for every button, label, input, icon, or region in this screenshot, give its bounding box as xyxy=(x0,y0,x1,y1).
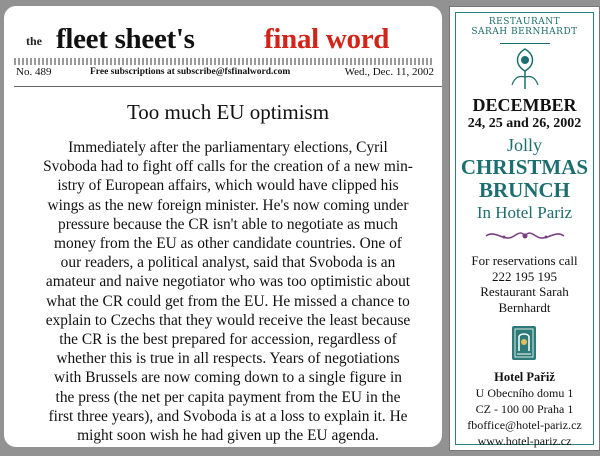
article-line: istry of European affairs, which would have clipped his xyxy=(57,177,399,195)
article-line: amateur and naive negotiator who was too optimistic about xyxy=(45,273,411,291)
article-line: might soon wish he had given up the EU agenda. xyxy=(77,427,379,445)
article-line: wings as the new foreign minister. He's now coming under xyxy=(47,196,409,214)
article-line: what the CR could get from the EU. He missed a chance to xyxy=(46,292,410,310)
subscription-link[interactable]: Free subscriptions at subscribe@fsfinalword.com xyxy=(90,67,291,77)
masthead-speed-lines xyxy=(14,58,432,65)
issue-info-row xyxy=(14,66,434,82)
reservations-label: For reservations call xyxy=(471,253,578,268)
masthead-title-red: final word xyxy=(264,23,390,55)
reservations-block xyxy=(456,253,593,315)
hotel-contact xyxy=(456,369,593,449)
article-line: with Brussels are now coming down to a single figure in xyxy=(54,369,402,387)
article-line: pressure because the CR isn't able to negotiate as much xyxy=(58,215,398,233)
article-line: explain to Czechs that they would receive the least because xyxy=(45,311,411,329)
issue-number: No. 489 xyxy=(16,66,52,78)
masthead-title: fleet sheet's xyxy=(56,23,195,55)
article-line: Svoboda had to fight off calls for the creation of a new min- xyxy=(43,158,413,176)
article-line: Immediately after the parliamentary elections, Cyril xyxy=(68,139,388,156)
ad-month: DECEMBER xyxy=(472,95,577,115)
ad-christmas: CHRISTMAS xyxy=(460,155,589,179)
hotel-email-link[interactable]: fboffice@hotel-pariz.cz xyxy=(467,418,582,432)
restaurant-name-line1: RESTAURANT xyxy=(488,17,561,27)
venue-name-line1: Restaurant Sarah xyxy=(480,284,569,299)
art-nouveau-emblem-icon xyxy=(510,47,540,95)
hotel-address-line2: CZ - 100 00 Praha 1 xyxy=(475,402,574,416)
article-line: the CR is the best prepared for accession, regardless of xyxy=(59,331,397,349)
article-line: whether this is true in all respects. Years of negotiations xyxy=(56,350,400,368)
reservations-phone: 222 195 195 xyxy=(492,268,557,284)
ad-jolly: Jolly xyxy=(506,135,542,155)
header-divider xyxy=(14,86,442,87)
ad-hotel: In Hotel Pariz xyxy=(476,203,573,222)
article-body xyxy=(18,138,438,445)
restaurant-rule xyxy=(500,43,550,44)
hotel-name: Hotel Pařiž xyxy=(494,370,555,384)
hotel-address-line1: U Obecního domu 1 xyxy=(475,386,574,400)
article-line: money from the EU as other candidate countries. One of xyxy=(54,235,402,253)
restaurant-name xyxy=(456,17,593,37)
masthead xyxy=(14,23,434,66)
restaurant-name-line2: SARAH BERNHARDT xyxy=(471,27,578,37)
issue-date: Wed., Dec. 11, 2002 xyxy=(344,66,434,78)
hotel-advertisement[interactable] xyxy=(449,6,600,451)
ad-dates: 24, 25 and 26, 2002 xyxy=(467,116,582,131)
article-line: first three years), and Svoboda is at a loss to explain it. He xyxy=(48,407,408,425)
masthead-the: the xyxy=(26,34,42,48)
ad-frame xyxy=(455,12,594,448)
venue-name-line2: Bernhardt xyxy=(498,299,551,315)
ornamental-divider-icon xyxy=(484,227,566,249)
hotel-pariz-logo-icon xyxy=(511,325,537,365)
ad-brunch: BRUNCH xyxy=(478,178,570,202)
article-line: our readers, a political analyst, said that Svoboda is an xyxy=(60,254,396,272)
newsletter-panel xyxy=(4,6,442,447)
article-headline: Too much EU optimism xyxy=(126,100,330,124)
hotel-website-link[interactable]: www.hotel-pariz.cz xyxy=(477,434,572,448)
article-line: the press (the net per capita payment from the EU in the xyxy=(55,388,401,406)
